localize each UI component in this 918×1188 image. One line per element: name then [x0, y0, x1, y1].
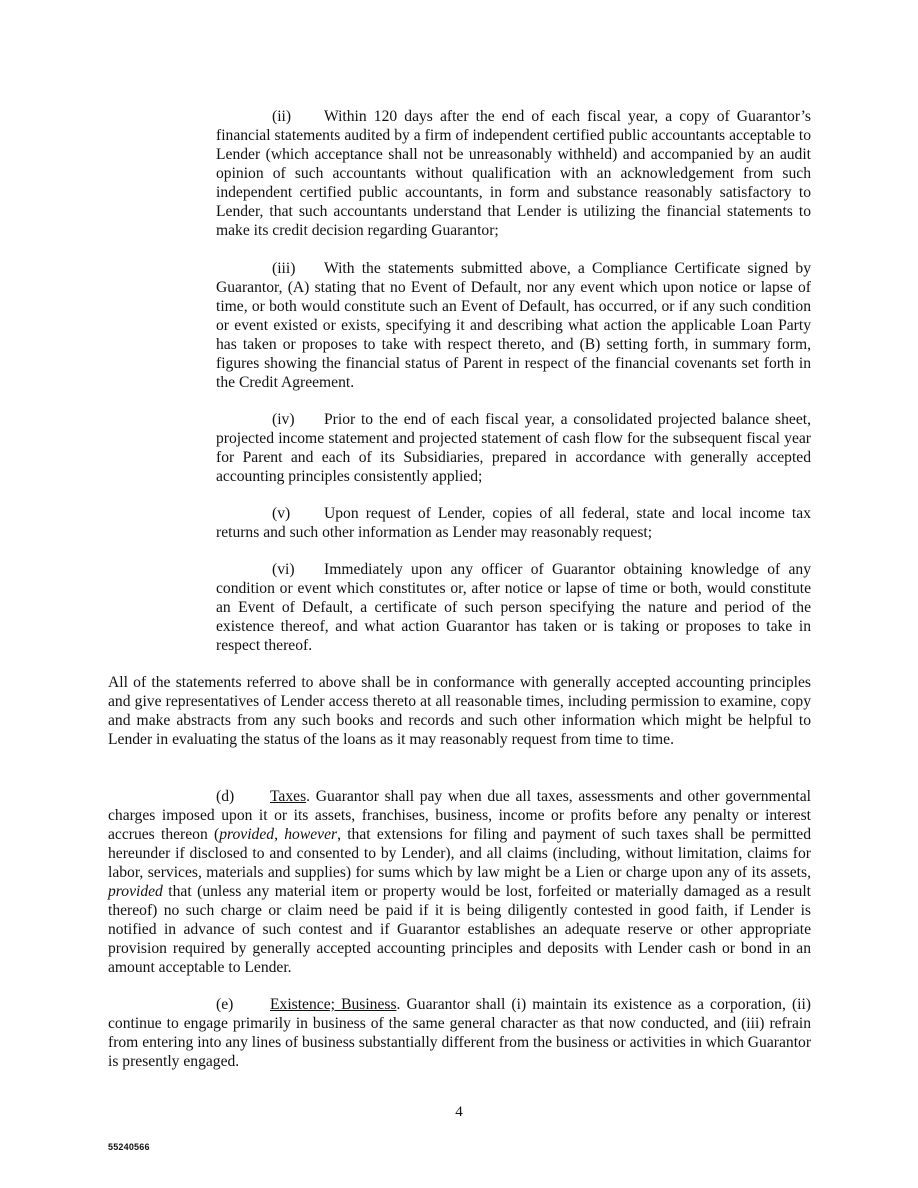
section-d-taxes: [108, 787, 811, 977]
paragraph-iii: [216, 259, 811, 392]
italic-term: provided: [108, 883, 163, 900]
section-text: . Guarantor shall (i) maintain its existence as a corporation, (ii) continue to engage primarily in business of the same general character as that now conducted, and (iii) refrain from entering into any lines of business substantially different from the business or activities in which Guarantor is presently engaged.: [108, 996, 812, 1070]
paragraph-v: [216, 504, 811, 542]
paragraph-label: (v): [272, 505, 291, 522]
paragraph-text: All of the statements referred to above shall be in conformance with generally accepted accounting principles and give representatives of Lender access thereto at all reasonable times, including permission to examine, copy and make abstracts from any such books and records and such other information which might be helpful to Lender in evaluating the status of the loans as it may reasonably request from time to time.: [108, 674, 811, 748]
paragraph-label: (iii): [272, 260, 296, 277]
paragraph-text: With the statements submitted above, a Compliance Certificate signed by Guarantor, (A) stating that no Event of Default, nor any event which upon notice or lapse of time, or both would constitute such an Event of Default, has occurred, or if any such condition or event existed or exists, specifying it and describing what action the applicable Loan Party has taken or proposes to take with respect thereto, and (B) setting forth, in summary form, figures showing the financial status of Parent in respect of the financial covenants set forth in the Credit Agreement.: [216, 260, 811, 391]
section-label: (d): [216, 788, 235, 805]
paragraph-label: (iv): [272, 411, 295, 428]
page-number: 4: [455, 1104, 463, 1120]
paragraph-iv: [216, 410, 811, 486]
section-text: that (unless any material item or property would be lost, forfeited or materially damaged as a result thereof) no such charge or claim need be paid if it is being diligently contested in good faith, if Lender is notified in advance of such contest and if Guarantor establishes an adequate reserve or other appropriate provision required by generally accepted accounting principles and deposits with Lender cash or bond in an amount acceptable to Lender.: [108, 883, 811, 976]
section-label: (e): [216, 996, 234, 1013]
italic-term: provided, however: [219, 826, 338, 843]
section-e-existence: [108, 995, 811, 1071]
section-heading: Taxes: [270, 788, 307, 805]
paragraph-text: Upon request of Lender, copies of all federal, state and local income tax returns and such other information as Lender may reasonably request;: [216, 505, 811, 541]
section-heading: Existence; Business: [270, 996, 397, 1013]
paragraph-label: (vi): [272, 561, 295, 578]
section-text: , that extensions for filing and payment of such taxes shall be permitted hereunder if disclosed to and consented to by Lender), and all claims (including, without limitation, claims for labor, services, materials and supplies) for sums which by law might be a Lien or charge upon any of its assets,: [108, 826, 811, 881]
document-id: 55240566: [108, 1142, 150, 1152]
paragraph-statements: [108, 673, 811, 749]
paragraph-text: Immediately upon any officer of Guarantor obtaining knowledge of any condition or event which constitutes or, after notice or lapse of time or both, would constitute an Event of Default, a certificate of such person specifying the nature and period of the existence thereof, and what action Guarantor has taken or is taking or proposes to take in respect thereof.: [216, 561, 811, 654]
paragraph-label: (ii): [272, 108, 292, 125]
section-text: . Guarantor shall pay when due all taxes, assessments and other governmental charges imposed upon it or its assets, franchises, business, income or profits before any penalty or interest accrues thereon (: [108, 788, 811, 843]
paragraph-ii: [216, 107, 811, 240]
paragraph-vi: [216, 560, 811, 655]
paragraph-text: Prior to the end of each fiscal year, a consolidated projected balance sheet, projected income statement and projected statement of cash flow for the subsequent fiscal year for Parent and each of its Subsidiaries, prepared in accordance with generally accepted accounting principles consistently applied;: [216, 411, 811, 485]
paragraph-text: Within 120 days after the end of each fiscal year, a copy of Guarantor’s financial statements audited by a firm of independent certified public accountants acceptable to Lender (which acceptance shall not be unreasonably withheld) and accompanied by an audit opinion of such accountants without qualification with an acknowledgement from such independent certified public accountants, in form and substance reasonably satisfactory to Lender, that such accountants understand that Lender is utilizing the financial statements to make its credit decision regarding Guarantor;: [216, 108, 811, 239]
